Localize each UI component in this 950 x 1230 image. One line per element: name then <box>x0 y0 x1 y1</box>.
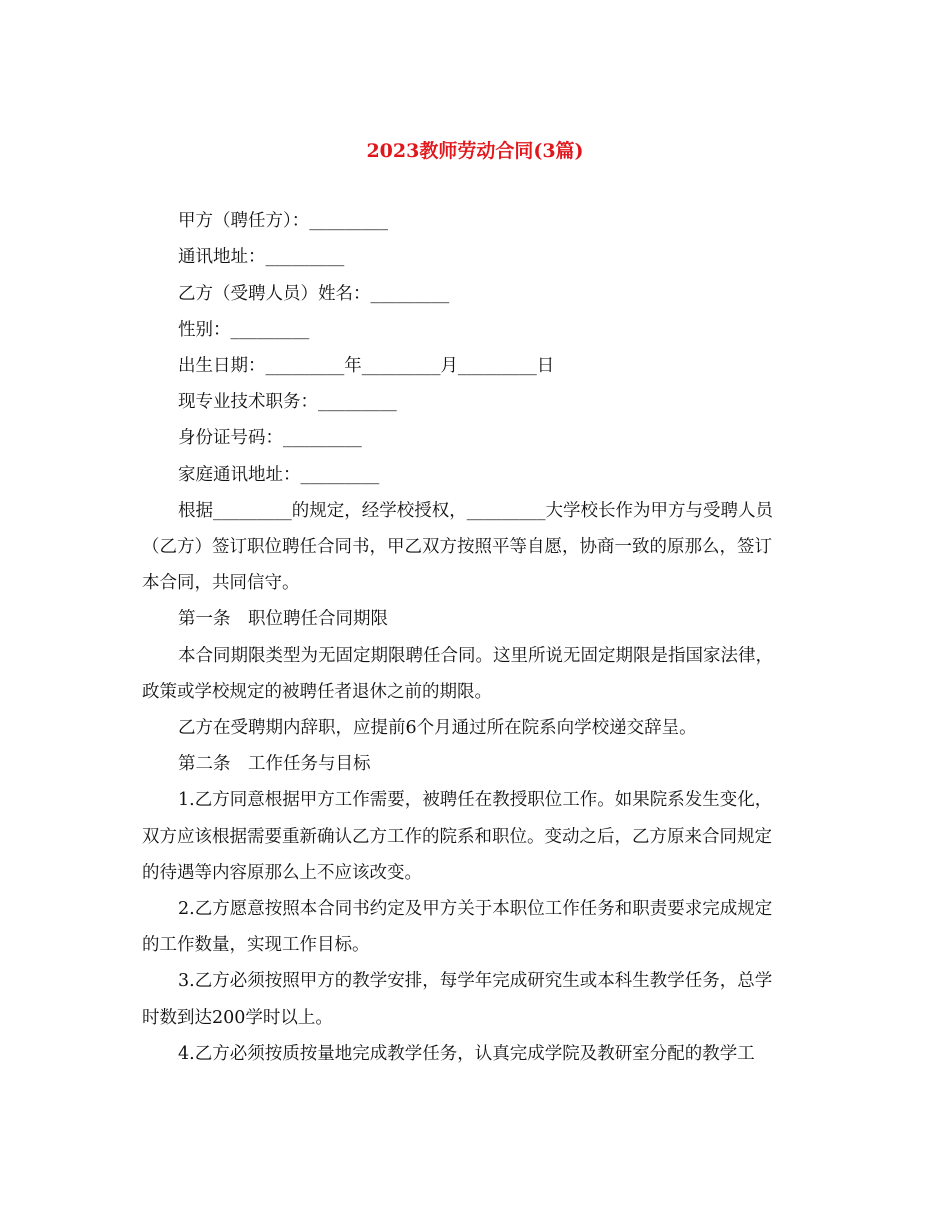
text-line: 通讯地址：_________ <box>178 247 345 267</box>
text-line: 性别：_________ <box>178 320 310 340</box>
text-line: 身份证号码：_________ <box>178 428 362 448</box>
text-line: 4.乙方必须按质按量地完成教学任务，认真完成学院及教研室分配的教学工 <box>178 1044 755 1064</box>
text-line: 乙方在受聘期内辞职，应提前6个月通过所在院系向学校递交辞呈。 <box>178 718 697 738</box>
text-line: 本合同，共同信守。 <box>142 573 300 593</box>
section-heading: 第一条 职位聘任合同期限 <box>178 609 388 629</box>
text-line: 2.乙方愿意按照本合同书约定及甲方关于本职位工作任务和职责要求完成规定 <box>178 899 773 919</box>
text-line: 本合同期限类型为无固定期限聘任合同。这里所说无固定期限是指国家法律， <box>178 646 773 666</box>
text-line: 家庭通讯地址：_________ <box>178 465 380 485</box>
text-line: 的待遇等内容原那么上不应该改变。 <box>142 863 422 883</box>
text-line: 时数到达200学时以上。 <box>142 1008 333 1028</box>
text-line: 政策或学校规定的被聘任者退休之前的期限。 <box>142 682 492 702</box>
text-line: 1.乙方同意根据甲方工作需要，被聘任在教授职位工作。如果院系发生变化， <box>178 790 773 810</box>
text-line: 根据_________的规定，经学校授权，_________大学校长作为甲方与受聘人员 <box>178 501 773 521</box>
text-line: 甲方（聘任方）：_________ <box>178 211 388 231</box>
text-line: （乙方）签订职位聘任合同书，甲乙双方按照平等自愿，协商一致的原那么，签订 <box>142 537 772 557</box>
document-title: 2023教师劳动合同(3篇) <box>366 140 584 162</box>
text-line: 乙方（受聘人员）姓名：_________ <box>178 284 450 304</box>
text-line: 的工作数量，实现工作目标。 <box>142 935 370 955</box>
text-line: 3.乙方必须按照甲方的教学安排，每学年完成研究生或本科生教学任务，总学 <box>178 971 773 991</box>
text-line: 双方应该根据需要重新确认乙方工作的院系和职位。变动之后，乙方原来合同规定 <box>142 827 772 847</box>
section-heading: 第二条 工作任务与目标 <box>178 754 371 774</box>
text-line: 现专业技术职务：_________ <box>178 392 397 412</box>
text-line: 出生日期：_________年_________月_________日 <box>178 356 555 376</box>
